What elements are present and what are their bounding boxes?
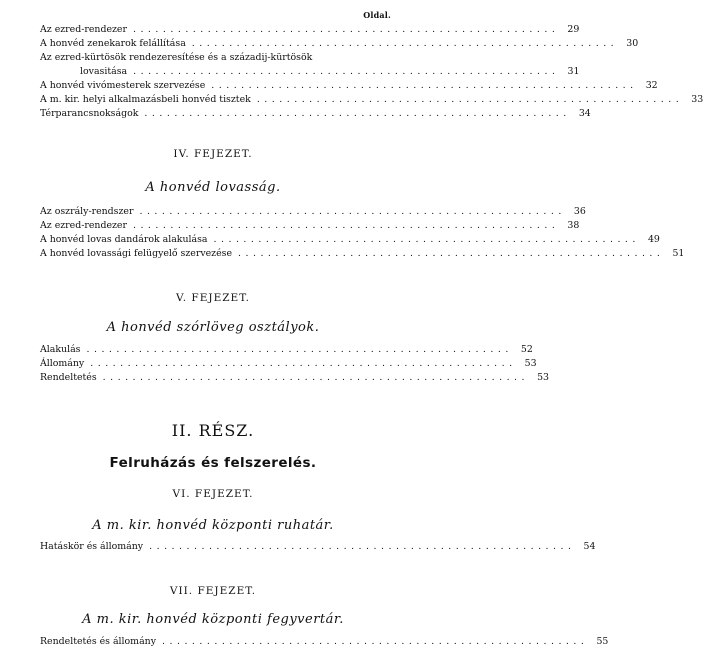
toc-entry	[40, 24, 580, 36]
toc-entry-page: 31	[567, 66, 580, 77]
toc-entry	[40, 248, 685, 260]
leader-dots: .........................................................	[132, 220, 560, 231]
chapter-heading: IV. FEJEZET.	[173, 148, 253, 160]
toc-entry-label: Térparancsnokságok	[40, 108, 139, 119]
toc-entry	[40, 234, 660, 246]
toc-entry-label: A honvéd lovas dandárok alakulása	[40, 234, 208, 245]
chapter-heading: V. FEJEZET.	[175, 292, 250, 304]
toc-entry-page: 34	[578, 108, 591, 119]
toc-entry	[40, 80, 658, 92]
toc-entry-page: 51	[672, 248, 685, 259]
toc-entry-label: Állomány	[40, 358, 85, 369]
toc-entry	[40, 220, 580, 232]
chapter-title: A m. kir. honvéd központi fegyvertár.	[82, 612, 344, 627]
toc-entry	[40, 94, 703, 106]
toc-entry-label: A honvéd lovassági felügyelő szervezése	[40, 248, 233, 259]
chapter-heading: VII. FEJEZET.	[169, 585, 257, 597]
leader-dots: .........................................................	[86, 344, 513, 355]
toc-entry-page: 38	[567, 220, 580, 231]
toc-entry-page: 36	[573, 206, 586, 217]
page-column-header: Oldal.	[363, 10, 391, 20]
toc-entry-label: Az ezred-rendezer	[40, 220, 127, 231]
toc-entry-label: Alakulás	[40, 344, 81, 355]
chapter-title: A honvéd szórlöveg osztályok.	[106, 320, 320, 335]
toc-entry-label: Hatáskör és állomány	[40, 541, 144, 552]
toc-entry	[40, 636, 609, 648]
toc-entry-page: 52	[520, 344, 533, 355]
toc-entry-page: 32	[645, 80, 658, 91]
toc-entry-page: 53	[537, 372, 550, 383]
leader-dots: .........................................................	[191, 38, 619, 49]
toc-entry-page: 53	[524, 358, 537, 369]
toc-entry	[40, 344, 533, 356]
part-title: Felruházás és felszerelés.	[109, 455, 317, 471]
part-heading: II. RÉSZ.	[171, 421, 255, 440]
chapter-title: A honvéd lovasság.	[145, 180, 281, 195]
toc-entry	[80, 66, 580, 78]
leader-dots: .........................................................	[139, 206, 566, 217]
chapter-title: A m. kir. honvéd központi ruhatár.	[92, 518, 334, 533]
leader-dots: .........................................................	[162, 636, 589, 647]
leader-dots: .........................................................	[102, 372, 530, 383]
toc-entry	[40, 372, 550, 384]
toc-entry-label: A honvéd vivómesterek szervezése	[40, 80, 206, 91]
toc-entry-label: Az ezred-rendezer	[40, 24, 127, 35]
leader-dots: .........................................................	[213, 234, 640, 245]
toc-entry-label-line1: Az ezred-kürtösök rendezeresítése és a századij-kürtösök	[40, 52, 313, 63]
toc-entry-label: lovasitása	[80, 66, 128, 77]
toc-entry-label: Az oszrály-rendszer	[40, 206, 134, 217]
toc-entry-page: 30	[626, 38, 639, 49]
leader-dots: .........................................................	[144, 108, 571, 119]
leader-dots: .........................................................	[133, 66, 560, 77]
toc-entry	[40, 541, 596, 553]
leader-dots: .........................................................	[211, 80, 638, 91]
toc-entry-page: 55	[596, 636, 609, 647]
toc-entry	[40, 38, 639, 50]
toc-entry-label: Rendeltetés és állomány	[40, 636, 156, 647]
toc-entry	[40, 358, 537, 370]
toc-entry-page: 49	[647, 234, 660, 245]
toc-entry-label: A honvéd zenekarok felállítása	[40, 38, 186, 49]
leader-dots: .........................................................	[149, 541, 576, 552]
chapter-heading: VI. FEJEZET.	[172, 488, 254, 500]
toc-entry	[40, 108, 591, 120]
leader-dots: .........................................................	[256, 94, 684, 105]
leader-dots: .........................................................	[132, 24, 560, 35]
toc-entry	[40, 206, 586, 218]
leader-dots: .........................................................	[238, 248, 665, 259]
toc-entry-page: 54	[583, 541, 596, 552]
leader-dots: .........................................................	[90, 358, 517, 369]
toc-entry-label: A m. kir. helyi alkalmazásbeli honvéd tisztek	[40, 94, 251, 105]
toc-entry-page: 29	[567, 24, 580, 35]
toc-entry-page: 33	[691, 94, 703, 105]
toc-entry-label: Rendeltetés	[40, 372, 97, 383]
